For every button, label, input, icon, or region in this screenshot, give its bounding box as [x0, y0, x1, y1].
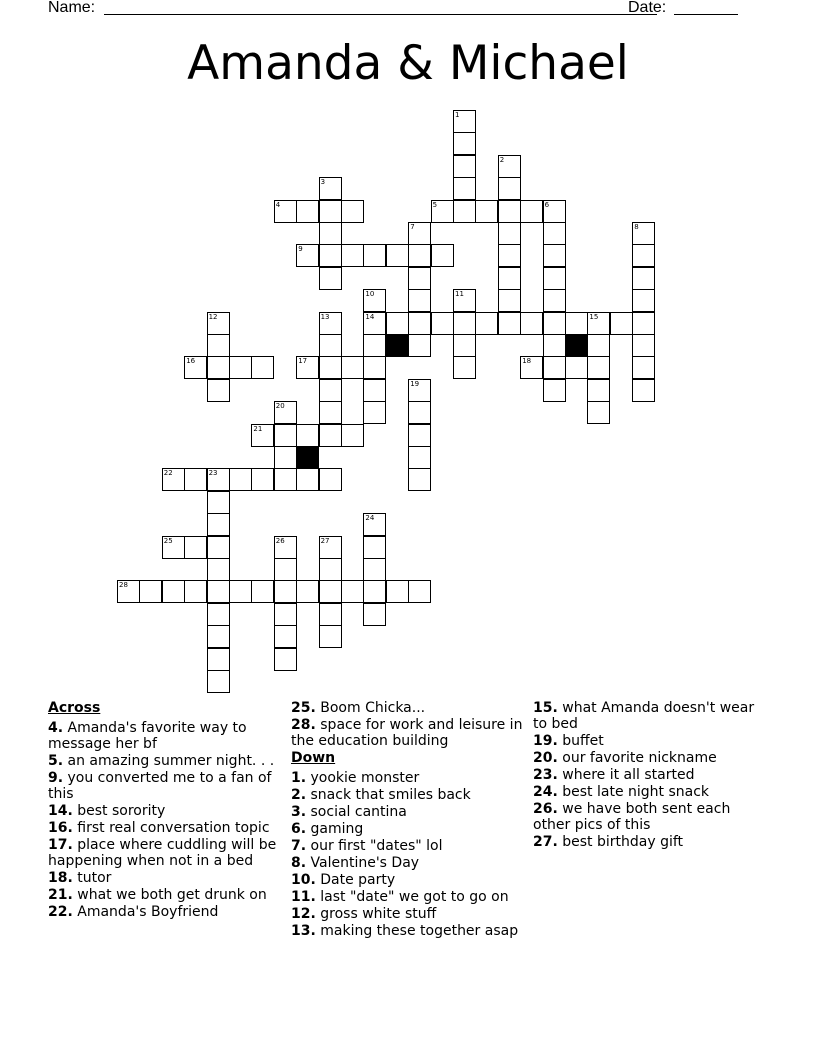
grid-cell[interactable]: [632, 289, 655, 312]
grid-cell[interactable]: [408, 267, 431, 290]
grid-cell[interactable]: [319, 379, 342, 402]
grid-cell[interactable]: [274, 603, 297, 626]
clue-number: 3: [320, 178, 326, 187]
grid-cell[interactable]: [386, 312, 409, 335]
clue-text: best late night snack: [557, 784, 710, 800]
clues-column-2: [291, 700, 527, 940]
clue-text: you converted me to a fan of this: [48, 770, 272, 802]
across-clue: [48, 837, 284, 869]
clues-column-1: [48, 700, 284, 921]
black-square: [296, 446, 319, 469]
grid-cell[interactable]: [408, 401, 431, 424]
grid-cell[interactable]: [207, 625, 230, 648]
clue-number: 4: [275, 200, 281, 209]
grid-cell[interactable]: [431, 200, 454, 223]
grid-cell[interactable]: [543, 312, 566, 335]
clue-number-label: 1.: [291, 770, 307, 786]
clue-text: Valentine's Day: [306, 855, 420, 871]
grid-cell[interactable]: [520, 356, 543, 379]
grid-cell[interactable]: [498, 289, 521, 312]
grid-cell[interactable]: [184, 580, 207, 603]
grid-cell[interactable]: [498, 200, 521, 223]
down-clue: [291, 855, 527, 871]
grid-cell[interactable]: [274, 446, 297, 469]
grid-cell[interactable]: [207, 356, 230, 379]
grid-cell[interactable]: [207, 334, 230, 357]
across-clue: [48, 904, 284, 920]
clue-text: last "date" we got to go on: [315, 889, 509, 905]
grid-cell[interactable]: [453, 356, 476, 379]
clue-number-label: 24.: [533, 784, 558, 800]
down-clue: [533, 834, 769, 850]
down-clue: [533, 767, 769, 783]
clue-number: 20: [275, 402, 285, 411]
clue-number-label: 2.: [291, 787, 307, 803]
down-clue: [291, 923, 527, 939]
clue-text: Date party: [315, 872, 396, 888]
grid-cell[interactable]: [319, 536, 342, 559]
grid-cell[interactable]: [341, 580, 364, 603]
clue-number: 2: [499, 155, 505, 164]
clue-number-label: 10.: [291, 872, 316, 888]
grid-cell[interactable]: [632, 312, 655, 335]
across-clue: [48, 720, 284, 752]
grid-cell[interactable]: [543, 244, 566, 267]
grid-cell[interactable]: [319, 401, 342, 424]
clue-number-label: 9.: [48, 770, 64, 786]
grid-cell[interactable]: [543, 334, 566, 357]
grid-cell[interactable]: [207, 603, 230, 626]
grid-cell[interactable]: [632, 334, 655, 357]
grid-cell[interactable]: [274, 424, 297, 447]
clue-text: making these together asap: [315, 923, 519, 939]
clue-text: we have both sent each other pics of this: [533, 801, 731, 833]
clue-number-label: 28.: [291, 717, 316, 733]
clue-number-label: 7.: [291, 838, 307, 854]
grid-cell[interactable]: [587, 312, 610, 335]
clue-text: tutor: [72, 870, 112, 886]
clue-text: our favorite nickname: [557, 750, 717, 766]
grid-cell[interactable]: [319, 356, 342, 379]
grid-cell[interactable]: [296, 200, 319, 223]
grid-cell[interactable]: [162, 536, 185, 559]
grid-cell[interactable]: [475, 200, 498, 223]
across-clue: [291, 717, 527, 749]
black-square: [386, 334, 409, 357]
puzzle-title: Amanda & Michael: [187, 36, 629, 91]
down-clue: [533, 750, 769, 766]
grid-cell[interactable]: [319, 267, 342, 290]
grid-cell[interactable]: [543, 289, 566, 312]
grid-cell[interactable]: [431, 244, 454, 267]
grid-cell[interactable]: [319, 177, 342, 200]
grid-cell[interactable]: [408, 446, 431, 469]
clue-number: 8: [634, 223, 639, 231]
grid-cell[interactable]: [207, 536, 230, 559]
clue-number-label: 25.: [291, 700, 316, 716]
grid-cell[interactable]: [363, 558, 386, 581]
grid-cell[interactable]: [475, 312, 498, 335]
down-clue: [291, 889, 527, 905]
grid-cell[interactable]: [363, 513, 386, 536]
grid-cell[interactable]: [207, 580, 230, 603]
clue-number: 7: [410, 223, 415, 231]
down-heading: Down: [291, 750, 336, 766]
down-clue: [291, 770, 527, 786]
clue-number-label: 13.: [291, 923, 316, 939]
clue-number: 22: [163, 469, 173, 478]
grid-cell[interactable]: [251, 424, 274, 447]
grid-cell[interactable]: [319, 603, 342, 626]
down-clue: [291, 787, 527, 803]
clue-number: 18: [522, 357, 532, 366]
grid-cell[interactable]: [408, 222, 431, 245]
grid-cell[interactable]: [319, 468, 342, 491]
clue-text: our first "dates" lol: [306, 838, 443, 854]
clue-number: 9: [298, 245, 303, 254]
clue-text: space for work and leisure in the education building: [291, 717, 523, 749]
grid-cell[interactable]: [251, 580, 274, 603]
grid-cell[interactable]: [251, 356, 274, 379]
grid-cell[interactable]: [319, 312, 342, 335]
grid-cell[interactable]: [184, 468, 207, 491]
clue-number: 21: [253, 424, 263, 433]
across-clue: [48, 770, 284, 802]
grid-cell[interactable]: [565, 356, 588, 379]
clue-number-label: 16.: [48, 820, 73, 836]
clue-number-label: 17.: [48, 837, 73, 853]
clue-number-label: 19.: [533, 733, 558, 749]
grid-cell[interactable]: [296, 356, 319, 379]
clue-number-label: 5.: [48, 753, 64, 769]
clue-number: 1: [455, 111, 460, 119]
grid-cell[interactable]: [319, 625, 342, 648]
down-clue: [533, 801, 769, 833]
grid-cell[interactable]: [408, 424, 431, 447]
clue-number-label: 12.: [291, 906, 316, 922]
grid-cell[interactable]: [543, 379, 566, 402]
clue-text: buffet: [557, 733, 604, 749]
grid-cell[interactable]: [319, 424, 342, 447]
grid-cell[interactable]: [453, 312, 476, 335]
grid-cell[interactable]: [341, 356, 364, 379]
grid-cell[interactable]: [498, 177, 521, 200]
grid-cell[interactable]: [207, 312, 230, 335]
grid-cell[interactable]: [162, 580, 185, 603]
grid-cell[interactable]: [319, 222, 342, 245]
grid-cell[interactable]: [363, 356, 386, 379]
grid-cell[interactable]: [587, 334, 610, 357]
clue-number-label: 21.: [48, 887, 73, 903]
clue-text: snack that smiles back: [306, 787, 471, 803]
grid-cell[interactable]: [274, 580, 297, 603]
across-clue: [291, 700, 527, 716]
grid-cell[interactable]: [408, 379, 431, 402]
down-clue: [291, 872, 527, 888]
grid-cell[interactable]: [565, 312, 588, 335]
name-label: Name:: [48, 0, 96, 16]
grid-cell[interactable]: [498, 312, 521, 335]
grid-cell[interactable]: [453, 132, 476, 155]
clue-number-label: 26.: [533, 801, 558, 817]
grid-cell[interactable]: [341, 244, 364, 267]
clue-number-label: 8.: [291, 855, 307, 871]
grid-cell[interactable]: [543, 267, 566, 290]
clue-text: best sorority: [72, 803, 166, 819]
grid-cell[interactable]: [543, 222, 566, 245]
grid-cell[interactable]: [363, 401, 386, 424]
clue-number-label: 3.: [291, 804, 307, 820]
clue-number: 25: [163, 536, 173, 545]
clue-number: 6: [544, 200, 550, 209]
grid-cell[interactable]: [453, 177, 476, 200]
across-clue: [48, 753, 284, 769]
grid-cell[interactable]: [207, 513, 230, 536]
clue-number-label: 20.: [533, 750, 558, 766]
grid-cell[interactable]: [274, 648, 297, 671]
clue-text: best birthday gift: [557, 834, 684, 850]
grid-cell[interactable]: [207, 558, 230, 581]
across-clue: [48, 887, 284, 903]
grid-cell[interactable]: [632, 244, 655, 267]
grid-cell[interactable]: [408, 580, 431, 603]
grid-cell[interactable]: [319, 558, 342, 581]
grid-cell[interactable]: [274, 401, 297, 424]
across-clue: [48, 870, 284, 886]
down-clue: [291, 906, 527, 922]
grid-cell[interactable]: [453, 334, 476, 357]
clue-number-label: 22.: [48, 904, 73, 920]
clue-text: place where cuddling will be happening when not in a bed: [48, 837, 277, 869]
grid-cell[interactable]: [319, 334, 342, 357]
grid-cell[interactable]: [498, 155, 521, 178]
clue-number: 17: [298, 357, 308, 366]
grid-cell[interactable]: [363, 379, 386, 402]
clue-number-label: 11.: [291, 889, 316, 905]
grid-cell[interactable]: [587, 401, 610, 424]
grid-cell[interactable]: [453, 155, 476, 178]
grid-cell[interactable]: [251, 468, 274, 491]
clue-number: 15: [589, 312, 599, 321]
grid-cell[interactable]: [229, 356, 252, 379]
clue-text: Amanda's Boyfriend: [72, 904, 219, 920]
clue-text: gaming: [306, 821, 364, 837]
clue-number: 16: [186, 357, 196, 366]
grid-cell[interactable]: [587, 356, 610, 379]
grid-cell[interactable]: [363, 312, 386, 335]
clue-number: 26: [275, 536, 285, 545]
grid-cell[interactable]: [274, 536, 297, 559]
grid-cell[interactable]: [184, 356, 207, 379]
grid-cell[interactable]: [296, 244, 319, 267]
grid-cell[interactable]: [498, 244, 521, 267]
grid-cell[interactable]: [632, 356, 655, 379]
across-clue: [48, 820, 284, 836]
down-clue: [533, 784, 769, 800]
across-heading: Across: [48, 700, 101, 716]
clue-number: 23: [208, 469, 218, 478]
grid-cell[interactable]: [207, 468, 230, 491]
clue-number-label: 14.: [48, 803, 73, 819]
grid-cell[interactable]: [341, 424, 364, 447]
clue-text: Boom Chicka...: [315, 700, 426, 716]
grid-cell[interactable]: [184, 536, 207, 559]
grid-cell[interactable]: [520, 312, 543, 335]
grid-cell[interactable]: [363, 244, 386, 267]
clue-text: Amanda's favorite way to message her bf: [48, 720, 247, 752]
grid-cell[interactable]: [498, 267, 521, 290]
grid-cell[interactable]: [229, 580, 252, 603]
grid-cell[interactable]: [543, 200, 566, 223]
grid-cell[interactable]: [363, 536, 386, 559]
grid-cell[interactable]: [274, 558, 297, 581]
grid-cell[interactable]: [207, 379, 230, 402]
clue-number: 28: [119, 581, 128, 590]
clue-text: first real conversation topic: [72, 820, 270, 836]
clue-number: 10: [365, 290, 375, 299]
grid-cell[interactable]: [386, 580, 409, 603]
grid-cell[interactable]: [386, 244, 409, 267]
down-clue: [533, 700, 769, 732]
grid-cell[interactable]: [296, 468, 319, 491]
grid-cell[interactable]: [610, 312, 633, 335]
black-square: [565, 334, 588, 357]
grid-cell[interactable]: [363, 334, 386, 357]
grid-cell[interactable]: [274, 625, 297, 648]
grid-cell[interactable]: [632, 267, 655, 290]
clue-text: yookie monster: [306, 770, 420, 786]
grid-cell[interactable]: [520, 200, 543, 223]
clue-number-label: 6.: [291, 821, 307, 837]
grid-cell[interactable]: [431, 312, 454, 335]
grid-cell[interactable]: [207, 670, 230, 693]
grid-cell[interactable]: [543, 356, 566, 379]
grid-cell[interactable]: [408, 334, 431, 357]
grid-cell[interactable]: [117, 580, 140, 603]
clue-number-label: 18.: [48, 870, 73, 886]
clue-number-label: 27.: [533, 834, 558, 850]
grid-cell[interactable]: [139, 580, 162, 603]
down-clue: [533, 733, 769, 749]
clue-text: social cantina: [306, 804, 407, 820]
clue-number-label: 23.: [533, 767, 558, 783]
grid-cell[interactable]: [296, 580, 319, 603]
clue-number: 27: [320, 536, 330, 545]
clue-number: 13: [320, 312, 330, 321]
grid-cell[interactable]: [408, 312, 431, 335]
grid-cell[interactable]: [587, 379, 610, 402]
clue-text: where it all started: [557, 767, 695, 783]
grid-cell[interactable]: [319, 244, 342, 267]
clues-section: [0, 700, 816, 1000]
down-clue: [291, 821, 527, 837]
grid-cell[interactable]: [229, 468, 252, 491]
grid-cell[interactable]: [408, 468, 431, 491]
grid-cell[interactable]: [162, 468, 185, 491]
clue-number: 5: [432, 200, 438, 209]
grid-cell[interactable]: [274, 468, 297, 491]
grid-cell[interactable]: [632, 379, 655, 402]
clues-column-3: [533, 700, 769, 851]
grid-cell[interactable]: [453, 289, 476, 312]
clue-text: what Amanda doesn't wear to bed: [533, 700, 755, 732]
grid-cell[interactable]: [207, 648, 230, 671]
clue-number: 11: [455, 290, 464, 299]
clue-text: gross white stuff: [315, 906, 437, 922]
grid-cell[interactable]: [319, 200, 342, 223]
clue-number: 12: [208, 312, 218, 321]
grid-cell[interactable]: [632, 222, 655, 245]
grid-cell[interactable]: [363, 289, 386, 312]
grid-cell[interactable]: [341, 200, 364, 223]
grid-cell[interactable]: [296, 424, 319, 447]
grid-cell[interactable]: [363, 603, 386, 626]
date-label: Date:: [628, 0, 667, 16]
grid-cell[interactable]: [408, 289, 431, 312]
grid-cell[interactable]: [274, 200, 297, 223]
grid-cell[interactable]: [408, 244, 431, 267]
clue-number: 14: [365, 312, 375, 321]
clue-number: 24: [365, 514, 375, 523]
across-clue: [48, 803, 284, 819]
grid-cell[interactable]: [363, 580, 386, 603]
clue-number-label: 4.: [48, 720, 64, 736]
down-clue: [291, 838, 527, 854]
clue-text: an amazing summer night. . .: [63, 753, 275, 769]
grid-cell[interactable]: [453, 110, 476, 133]
grid-cell[interactable]: [453, 200, 476, 223]
grid-cell[interactable]: [207, 491, 230, 514]
clue-text: what we both get drunk on: [72, 887, 267, 903]
grid-cell[interactable]: [319, 580, 342, 603]
down-clue: [291, 804, 527, 820]
clue-number: 19: [410, 379, 420, 388]
clue-number-label: 15.: [533, 700, 558, 716]
grid-cell[interactable]: [498, 222, 521, 245]
